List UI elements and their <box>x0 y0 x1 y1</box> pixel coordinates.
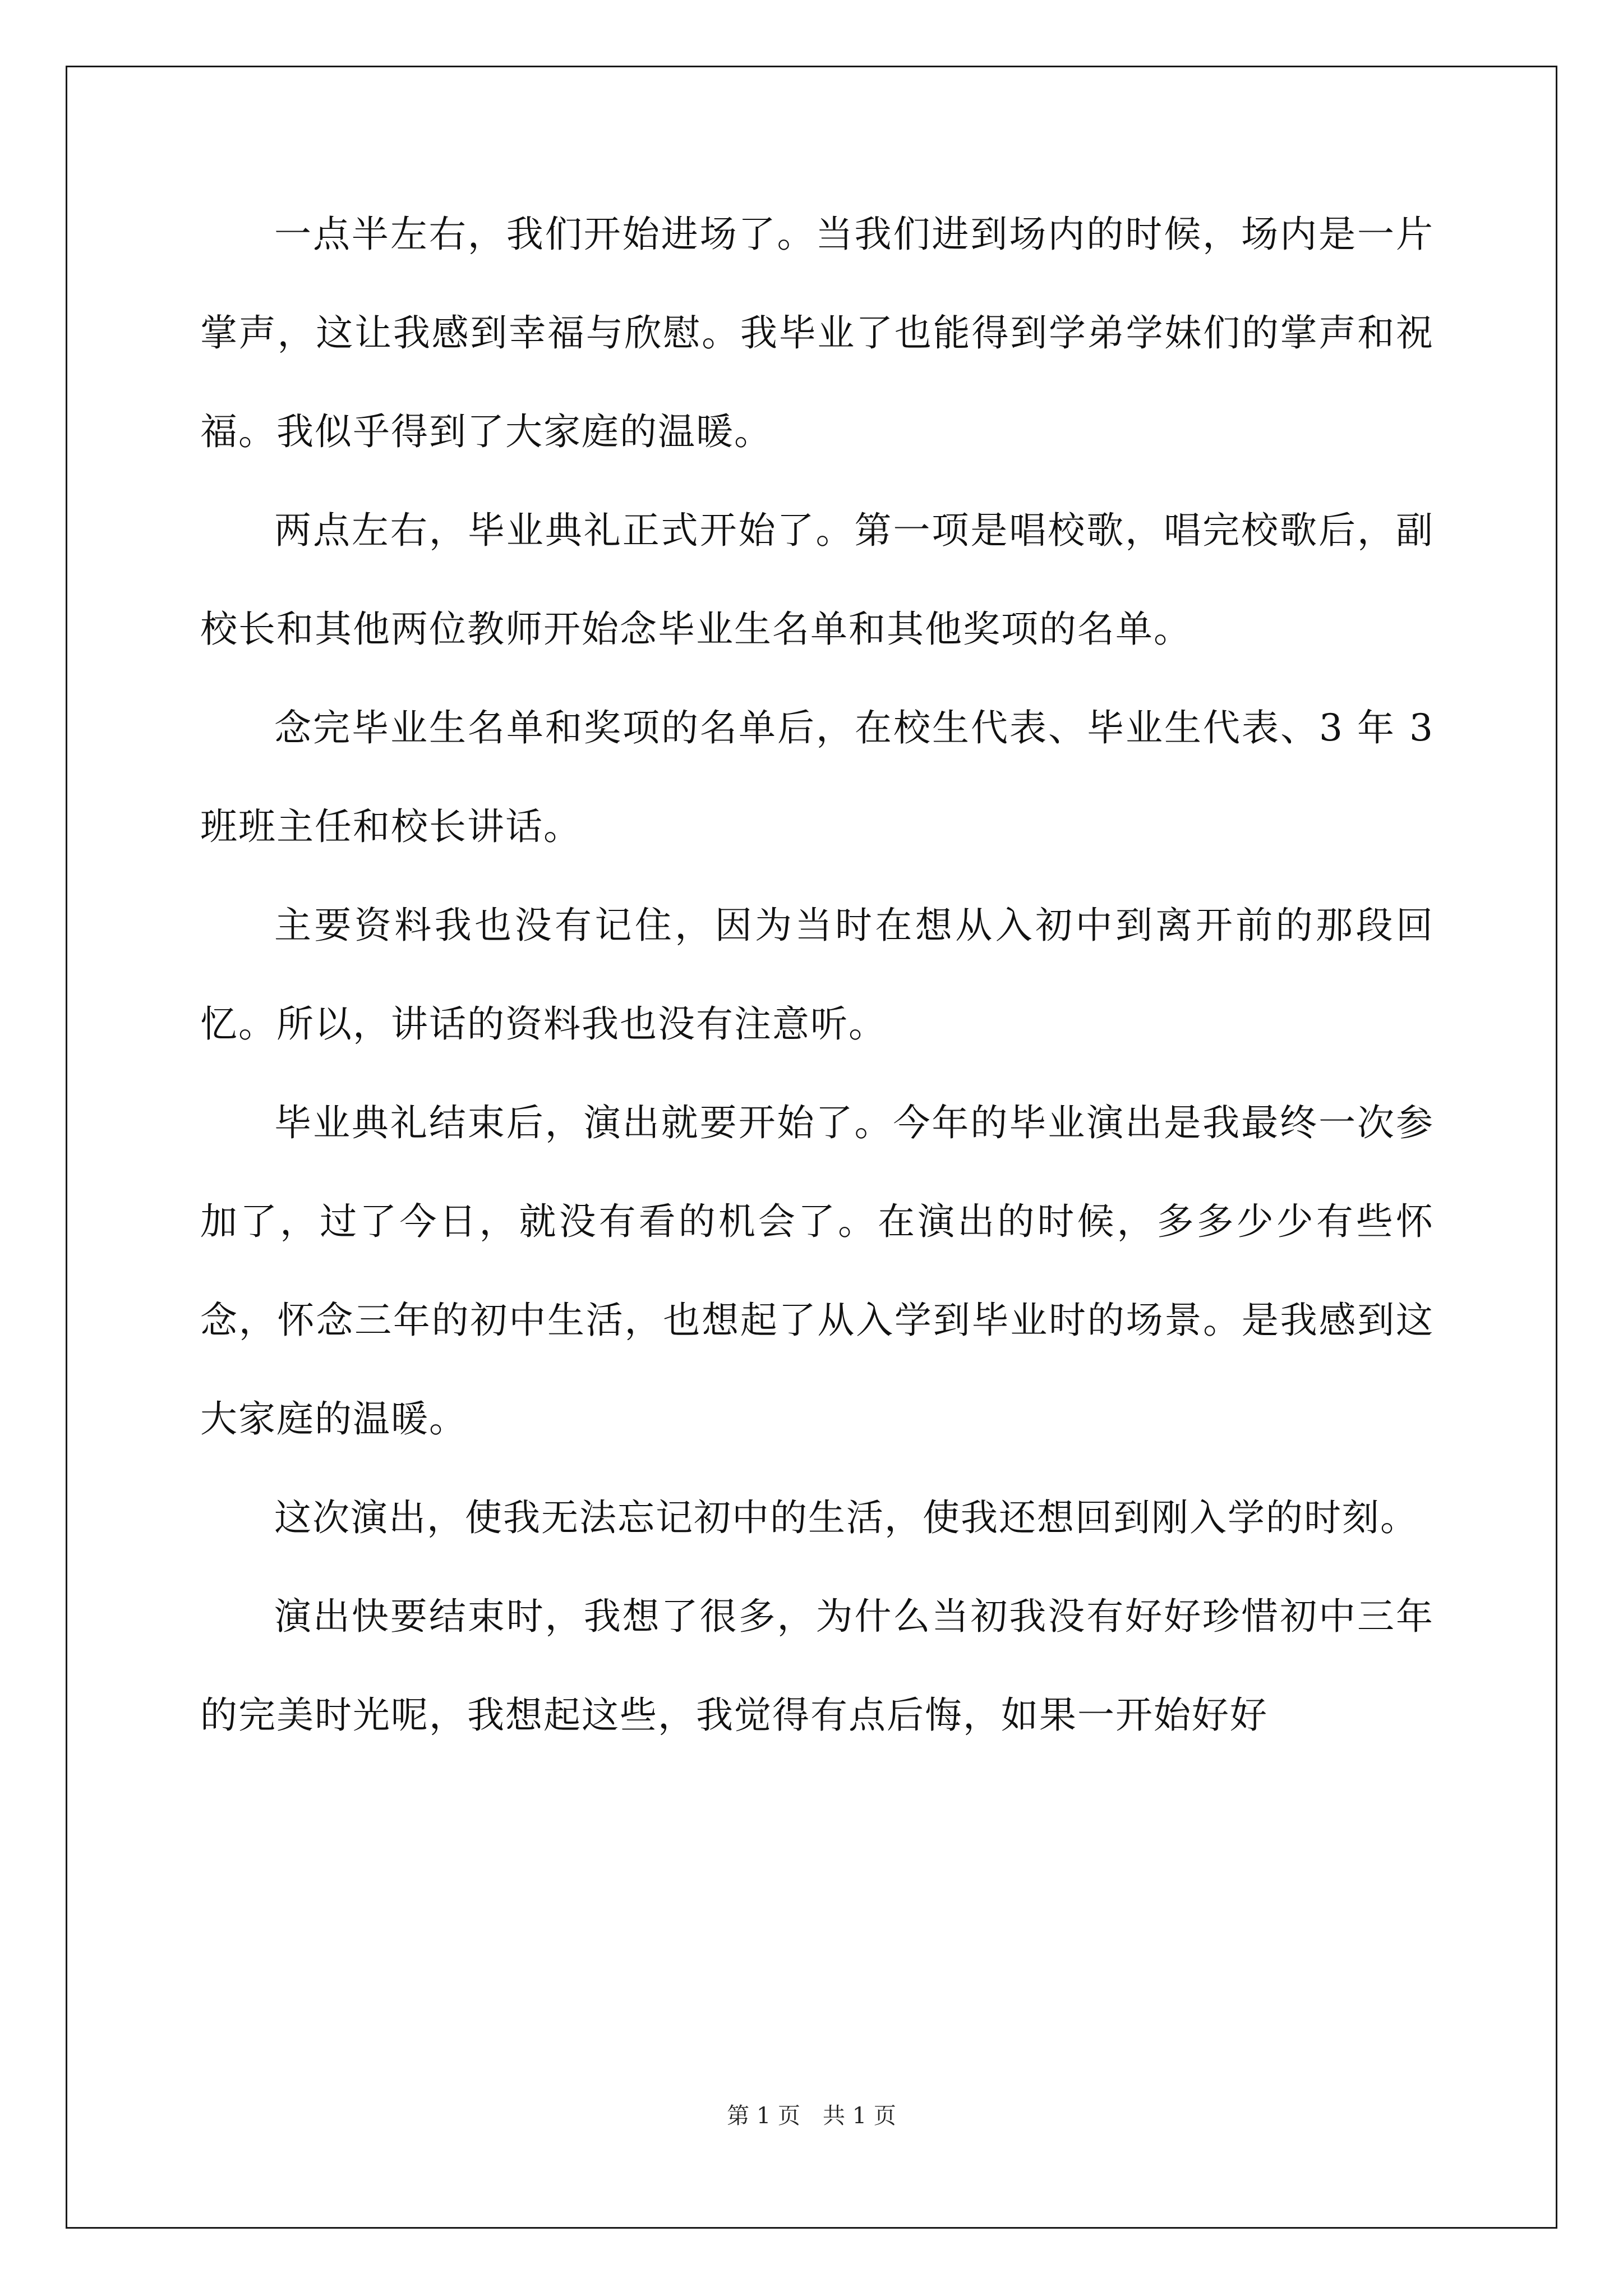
paragraph-3: 念完毕业生名单和奖项的名单后，在校生代表、毕业生代表、3 年 3 班班主任和校长讲话。 <box>200 706 1434 848</box>
paragraph-6: 这次演出，使我无法忘记初中的生活，使我还想回到刚入学的时刻。 <box>274 1496 1418 1539</box>
document-body <box>200 185 1434 1765</box>
paragraph-7: 演出快要结束时，我想了很多，为什么当初我没有好好珍惜初中三年的完美时光呢，我想起这些，我觉得有点后悔，如果一开始好好 <box>200 1595 1434 1737</box>
page-footer: 第 1 页 共 1 页 <box>727 2103 896 2129</box>
paragraph-5: 毕业典礼结束后，演出就要开始了。今年的毕业演出是我最终一次参加了，过了今日，就没有看的机会了。在演出的时候，多多少少有些怀念，怀念三年的初中生活，也想起了从入学到毕业时的场景。是我感到这大家庭的温暖。 <box>200 1101 1434 1441</box>
paragraph-1: 一点半左右，我们开始进场了。当我们进到场内的时候，场内是一片掌声，这让我感到幸福与欣慰。我毕业了也能得到学弟学妹们的掌声和祝福。我似乎得到了大家庭的温暖。 <box>200 213 1434 453</box>
paragraph-2: 两点左右，毕业典礼正式开始了。第一项是唱校歌，唱完校歌后，副校长和其他两位教师开始念毕业生名单和其他奖项的名单。 <box>200 509 1434 651</box>
paragraph-4: 主要资料我也没有记住，因为当时在想从入初中到离开前的那段回忆。所以，讲话的资料我也没有注意听。 <box>200 904 1434 1046</box>
